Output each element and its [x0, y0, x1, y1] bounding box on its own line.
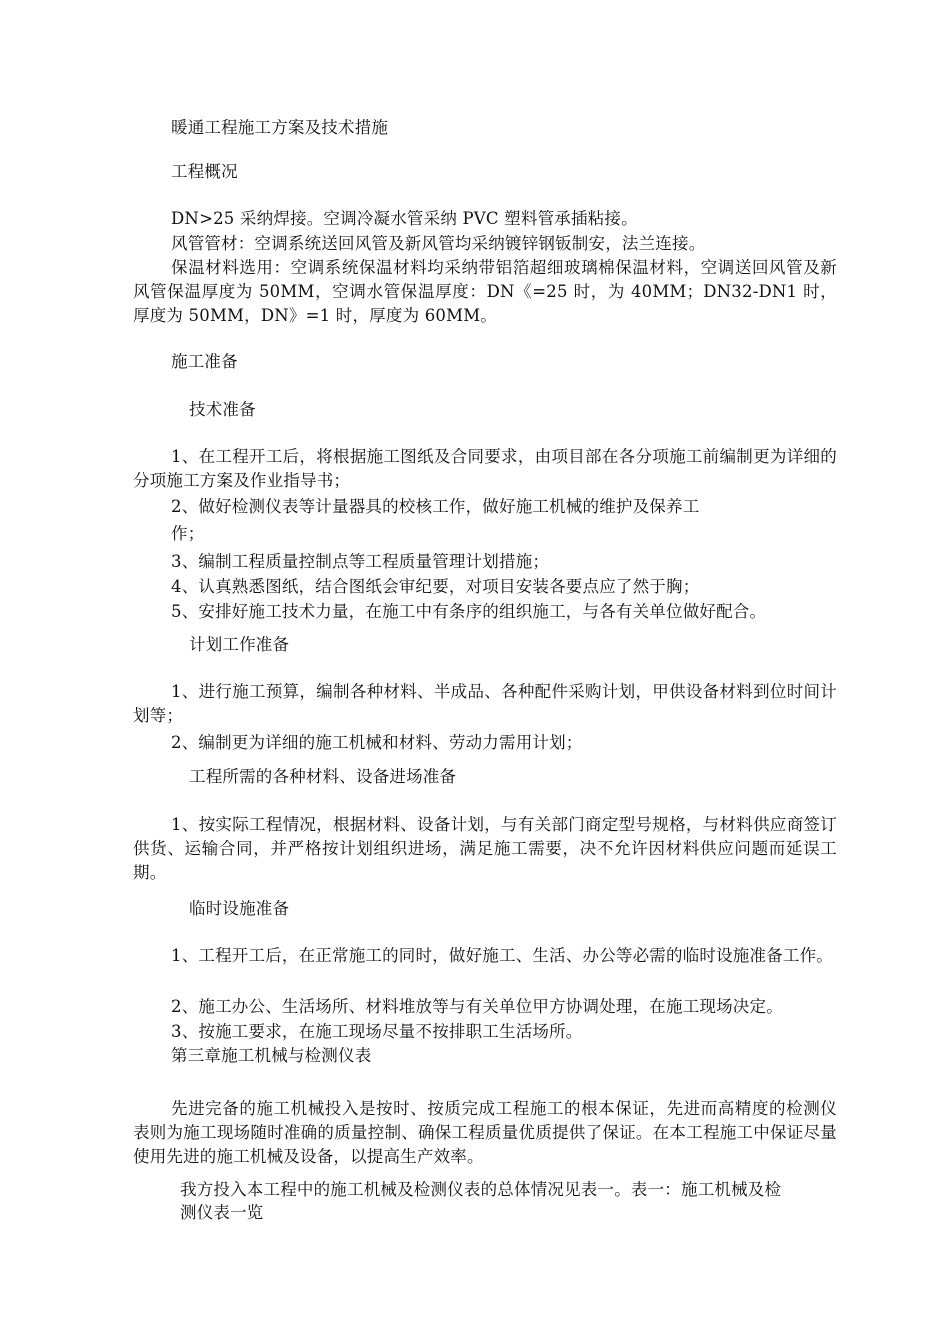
paragraph-material-1: 1、按实际工程情况，根据材料、设备计划，与有关部门商定型号规格，与材料供应商签订供货、运输合同，并严格按计划组织进场，满足施工需要，决不允许因材料供应问题而延误工期。	[133, 815, 837, 882]
list-item-tech-2-cont: 作；	[171, 524, 205, 543]
section-heading-overview: 工程概况	[171, 162, 238, 181]
paragraph-chapter-3-intro: 先进完备的施工机械投入是按时、按质完成工程施工的根本保证，先进而高精度的检测仪表则为施工现场随时准确的质量控制、确保工程质量优质提供了保证。在本工程施工中保证尽量使用先进的施工机械及设备，以提高生产效率。	[133, 1099, 837, 1166]
document-title: 暖通工程施工方案及技术措施	[171, 118, 389, 137]
chapter-heading-3: 第三章施工机械与检测仪表	[171, 1046, 372, 1065]
list-item-tech-5: 5、安排好施工技术力量，在施工中有条序的组织施工，与各有关单位做好配合。	[171, 602, 767, 621]
paragraph-chapter-3-table-ref: 我方投入本工程中的施工机械及检测仪表的总体情况见表一。表一：施工机械及检	[180, 1180, 782, 1199]
paragraph-overview-duct: 风管管材：空调系统送回风管及新风管均采纳镀锌钢钣制安，法兰连接。	[171, 234, 706, 253]
list-item-temp-2: 2、施工办公、生活场所、材料堆放等与有关单位甲方协调处理，在施工现场决定。	[171, 997, 783, 1016]
list-item-temp-3: 3、按施工要求，在施工现场尽量不按排职工生活场所。	[171, 1022, 583, 1041]
section-heading-prep: 施工准备	[171, 352, 238, 371]
list-item-tech-4: 4、认真熟悉图纸，结合图纸会审纪要，对项目安装各要点应了然于胸；	[171, 577, 700, 596]
subheading-plan-prep: 计划工作准备	[189, 635, 290, 654]
subheading-material-prep: 工程所需的各种材料、设备进场准备	[189, 767, 457, 786]
list-item-temp-1: 1、工程开工后，在正常施工的同时，做好施工、生活、办公等必需的临时设施准备工作。	[171, 946, 833, 965]
list-item-tech-3: 3、编制工程质量控制点等工程质量管理计划措施；	[171, 552, 550, 571]
paragraph-overview-insulation: 保温材料选用：空调系统保温材料均采纳带铝箔超细玻璃棉保温材料，空调送回风管及新风管保温厚度为 50MM，空调水管保温厚度：DN《=25 时，为 40MM；DN32-DN1 时，厚度为 50MM，DN》=1 时，厚度为 60MM。	[133, 258, 837, 325]
subheading-temp-facilities: 临时设施准备	[189, 899, 290, 918]
list-item-tech-2: 2、做好检测仪表等计量器具的校核工作，做好施工机械的维护及保养工	[171, 497, 700, 516]
list-item-tech-1: 1、在工程开工后，将根据施工图纸及合同要求，由项目部在各分项施工前编制更为详细的分项施工方案及作业指导书；	[133, 447, 837, 490]
paragraph-overview-pipe: DN>25 采纳焊接。空调冷凝水管采纳 PVC 塑料管承插粘接。	[171, 209, 638, 228]
list-item-plan-2: 2、编制更为详细的施工机械和材料、劳动力需用计划；	[171, 733, 583, 752]
paragraph-chapter-3-table-ref-cont: 测仪表一览	[180, 1203, 264, 1222]
subheading-tech-prep: 技术准备	[189, 400, 256, 419]
list-item-plan-1: 1、进行施工预算，编制各种材料、半成品、各种配件采购计划，甲供设备材料到位时间计划等；	[133, 682, 837, 725]
